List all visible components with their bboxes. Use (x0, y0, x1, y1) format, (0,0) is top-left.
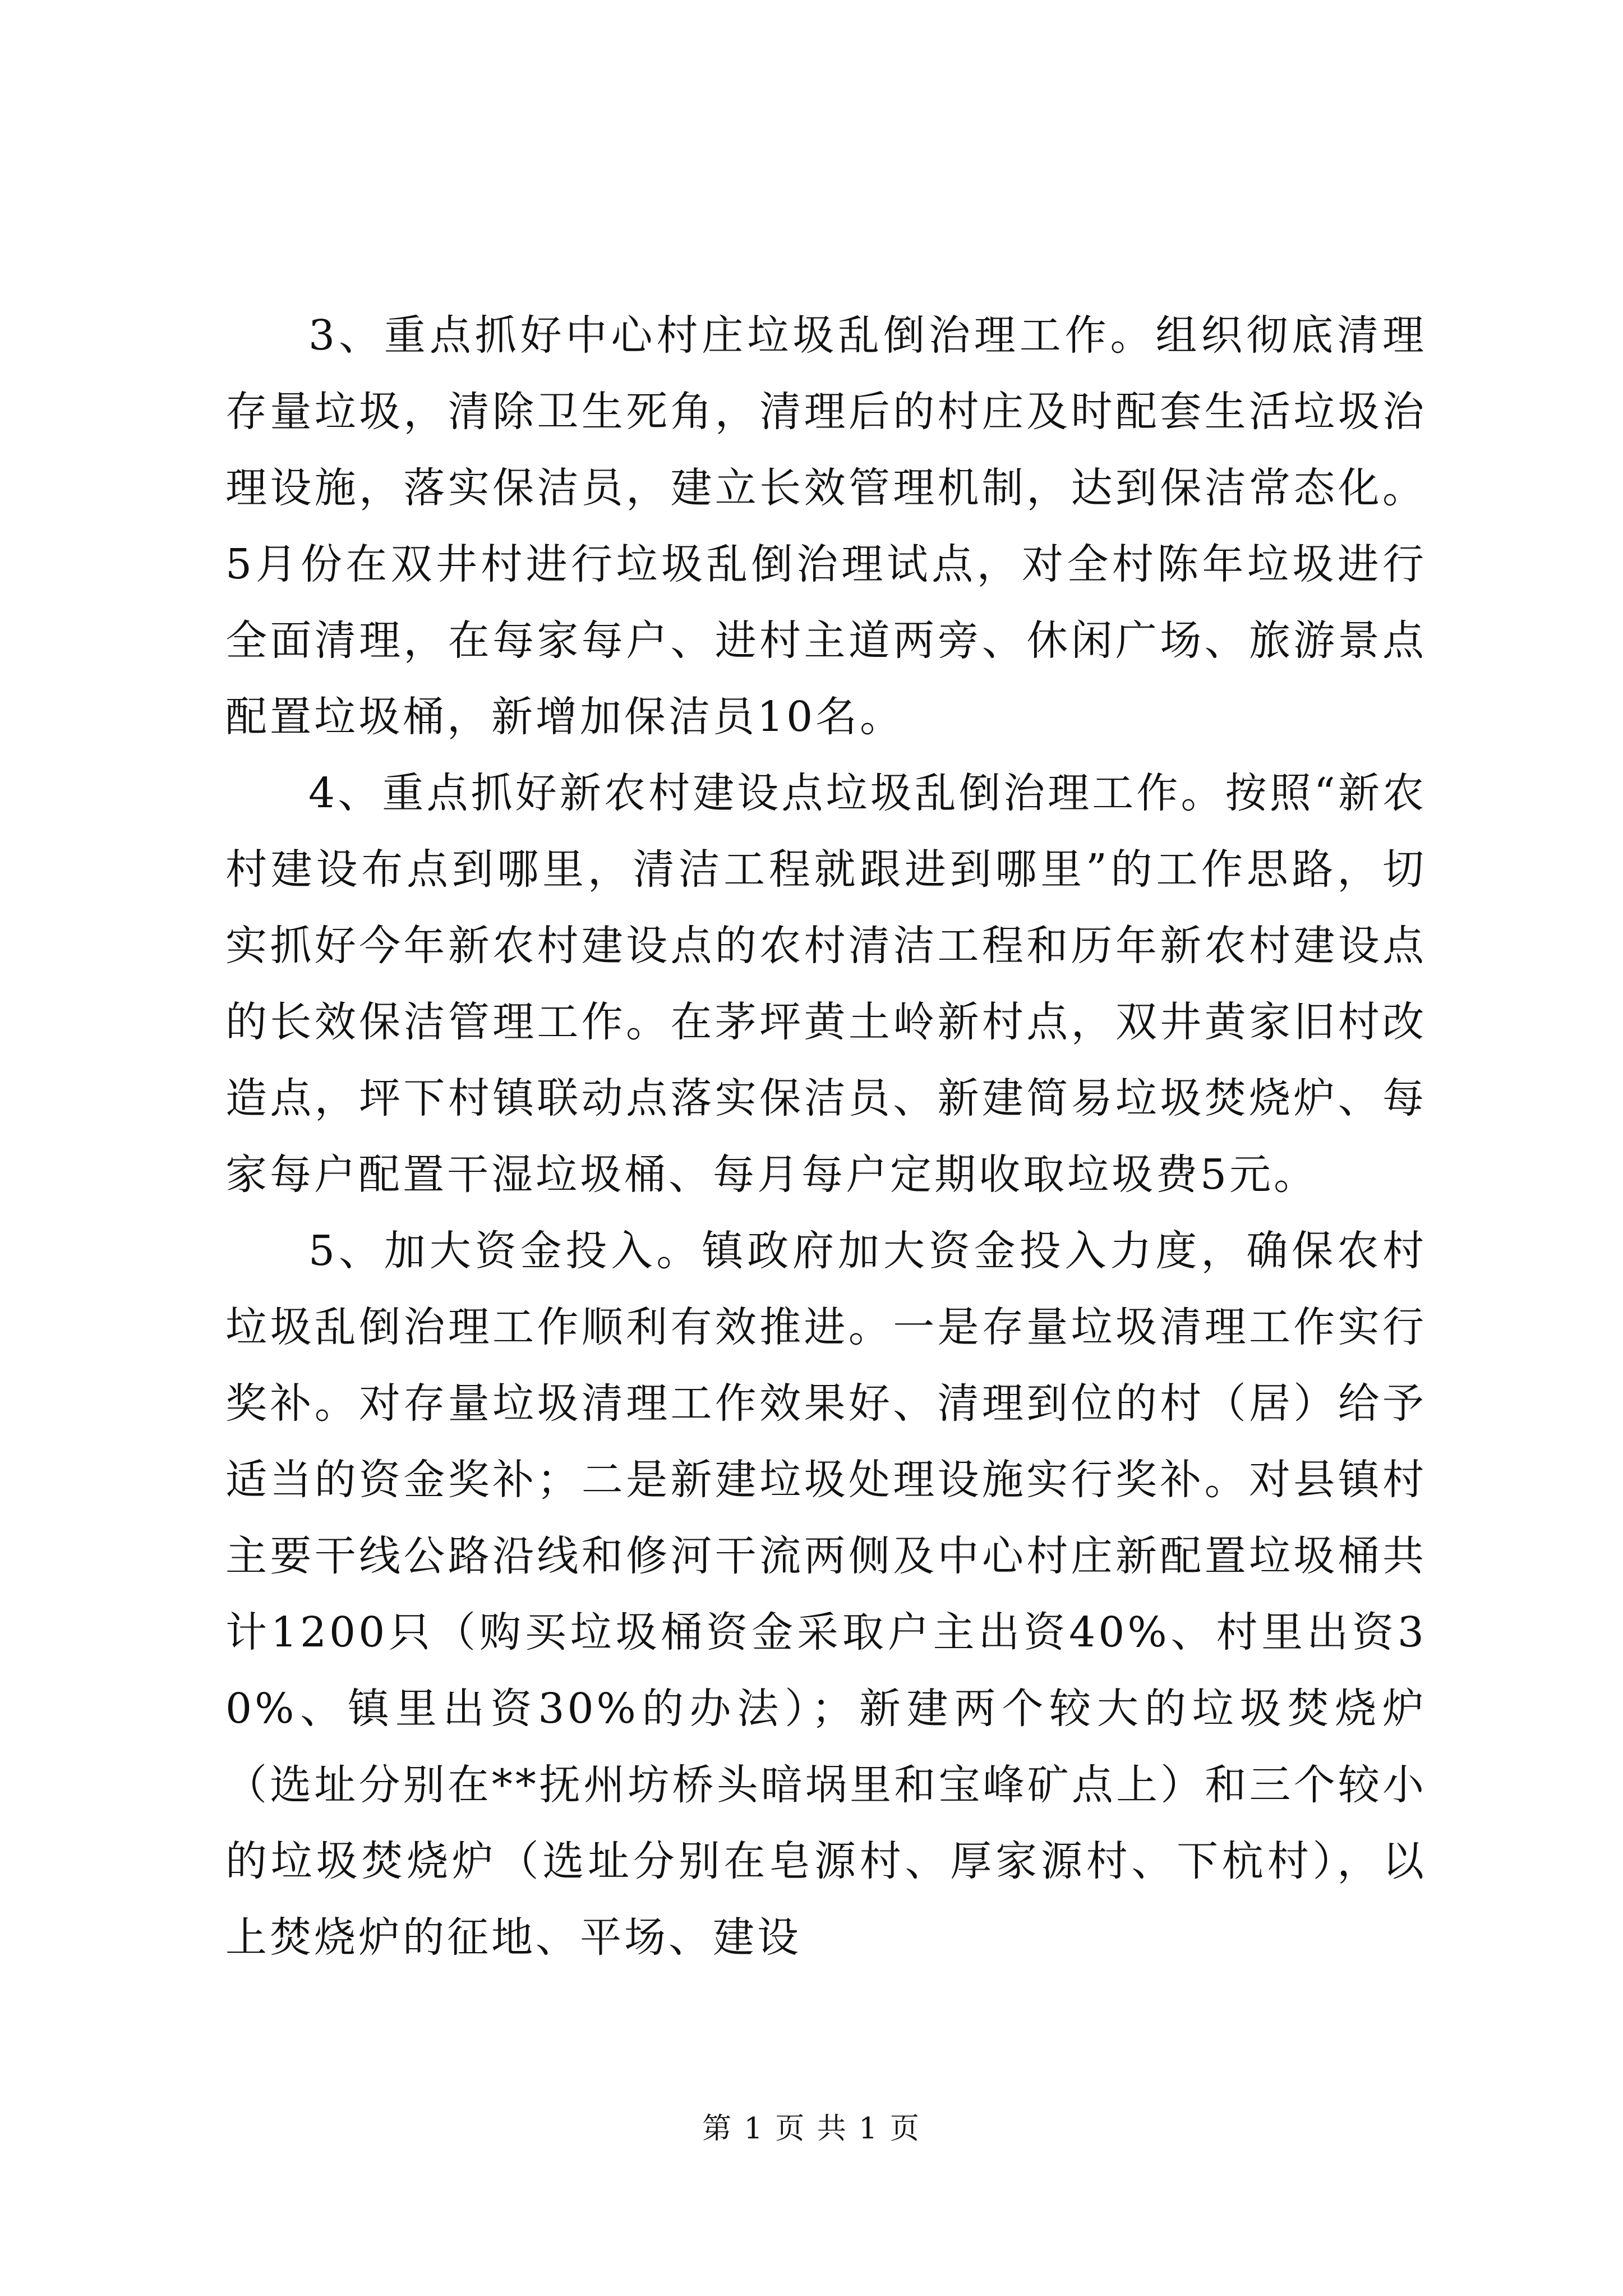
page-footer: 第 1 页 共 1 页 (702, 2112, 921, 2146)
document-body (225, 297, 1427, 1976)
paragraph-4: 4、重点抓好新农村建设点垃圾乱倒治理工作。按照“新农村建设布点到哪里，清洁工程就跟进到哪里”的工作思路，切实抓好今年新农村建设点的农村清洁工程和历年新农村建设点的长效保洁管理工作。在茅坪黄土岭新村点，双井黄家旧村改造点，坪下村镇联动点落实保洁员、新建简易垃圾焚烧炉、每家每户配置干湿垃圾桶、每月每户定期收取垃圾费5元。 (225, 769, 1427, 1199)
paragraph-3: 3、重点抓好中心村庄垃圾乱倒治理工作。组织彻底清理存量垃圾，清除卫生死角，清理后的村庄及时配套生活垃圾治理设施，落实保洁员，建立长效管理机制，达到保洁常态化。5月份在双井村进行垃圾乱倒治理试点，对全村陈年垃圾进行全面清理，在每家每户、进村主道两旁、休闲广场、旅游景点配置垃圾桶，新增加保洁员10名。 (225, 311, 1427, 741)
paragraph-5: 5、加大资金投入。镇政府加大资金投入力度，确保农村垃圾乱倒治理工作顺利有效推进。一是存量垃圾清理工作实行奖补。对存量垃圾清理工作效果好、清理到位的村（居）给予适当的资金奖补；二是新建垃圾处理设施实行奖补。对县镇村主要干线公路沿线和修河干流两侧及中心村庄新配置垃圾桶共计1200只（购买垃圾桶资金采取户主出资40%、村里出资30%、镇里出资30%的办法）；新建两个较大的垃圾焚烧炉（选址分别在**抚州坊桥头暗埚里和宝峰矿点上）和三个较小的垃圾焚烧炉（选址分别在皂源村、厚家源村、下杭村），以上焚烧炉的征地、平场、建设 (225, 1227, 1427, 1962)
